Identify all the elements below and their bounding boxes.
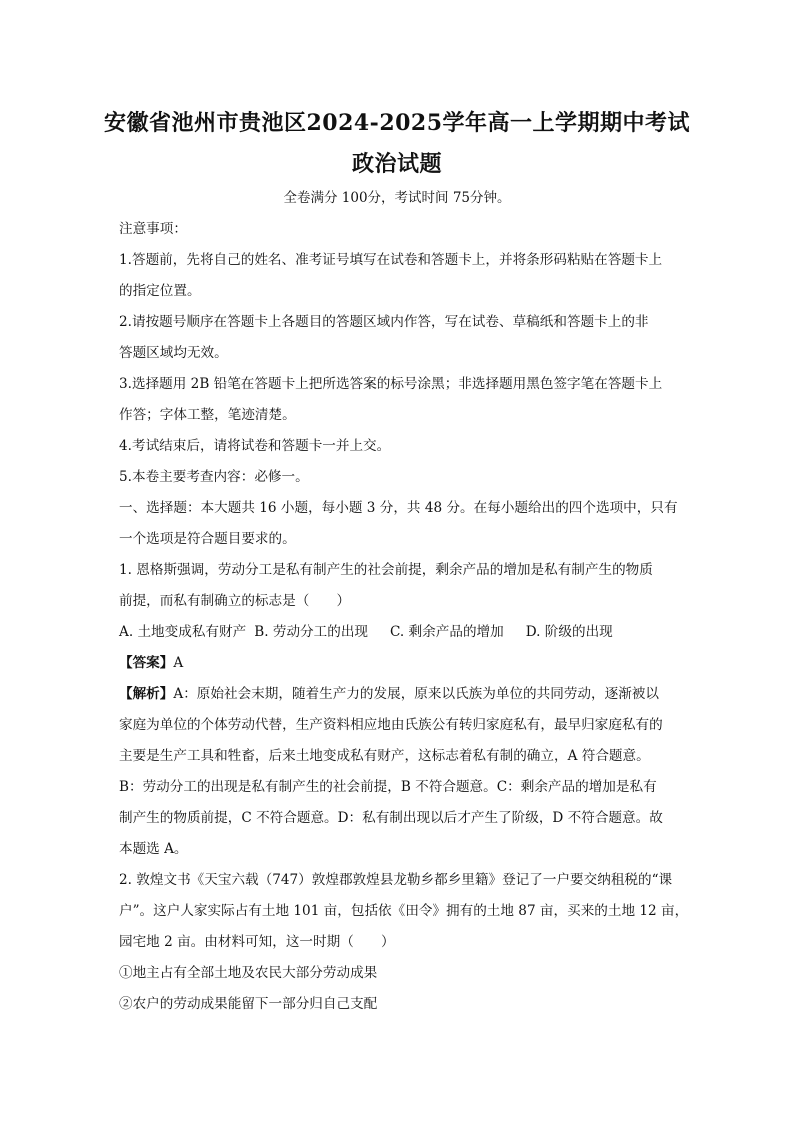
- analysis-line: B：劳动分工的出现是私有制产生的社会前提，B 不符合题意。C：剩余产品的增加是私有: [119, 779, 657, 795]
- question-1-analysis: [119, 679, 679, 710]
- note-line: 2.请按题号顺序在答题卡上各题目的答题区域内作答，写在试卷、草稿纸和答题卡上的非: [119, 314, 649, 330]
- note-line: 作答；字体工整，笔迹清楚。: [119, 407, 296, 423]
- section-heading: 一、选择题：本大题共 16 小题，每小题 3 分，共 48 分。在每小题给出的四个选项中，只有: [119, 500, 678, 516]
- question-1-options: [119, 617, 679, 648]
- question-2-stem: 2. 敦煌文书《天宝六载（747）敦煌郡敦煌县龙勒乡都乡里籍》登记了一户要交纳租税的“课: [119, 872, 673, 888]
- analysis-label: 【解析】: [119, 686, 174, 702]
- analysis-line: 家庭为单位的个体劳动代替，生产资料相应地由氏族公有转归家庭私有，最早归家庭私有的: [119, 717, 663, 733]
- question-2-stem: 户”。这户人家实际占有土地 101 亩，包括依《田令》拥有的土地 87 亩，买来的土地 12 亩，: [119, 903, 689, 919]
- note-line: 5.本卷主要考查内容：必修一。: [119, 469, 309, 485]
- note-line: 3.选择题用 2B 铅笔在答题卡上把所选答案的标号涂黑；非选择题用黑色签字笔在答题卡上: [119, 376, 663, 392]
- note-line: 4.考试结束后，请将试卷和答题卡一并上交。: [119, 438, 391, 454]
- option-a: A. 土地变成私有财产: [119, 624, 247, 640]
- analysis-line: 制产生的物质前提，C 不符合题意。D：私有制出现以后才产生了阶级，D 不符合题意。故: [119, 810, 663, 826]
- note-line: 1.答题前，先将自己的姓名、准考证号填写在试卷和答题卡上，并将条形码粘贴在答题卡上: [119, 252, 663, 268]
- analysis-text: A：原始社会末期，随着生产力的发展，原来以氏族为单位的共同劳动，逐渐被以: [173, 686, 659, 702]
- question-2-item: ①地主占有全部土地及农民大部分劳动成果: [119, 965, 378, 981]
- note-line: 的指定位置。: [119, 283, 201, 299]
- exam-title: 安徽省池州市贵池区2024-2025学年高一上学期期中考试: [103, 110, 691, 136]
- option-d: D. 阶级的出现: [525, 624, 613, 640]
- exam-subject-title: 政治试题: [351, 151, 442, 177]
- question-1-stem: 1. 恩格斯强调，劳动分工是私有制产生的社会前提，剩余产品的增加是私有制产生的物质: [119, 562, 653, 578]
- exam-info: 全卷满分 100分，考试时间 75分钟。: [283, 190, 511, 206]
- notes-heading: 注意事项：: [119, 221, 187, 237]
- analysis-line: 主要是生产工具和牲畜，后来土地变成私有财产，这标志着私有制的确立，A 符合题意。: [119, 748, 650, 764]
- question-2-item: ②农户的劳动成果能留下一部分归自己支配: [119, 996, 378, 1012]
- answer-value: A: [173, 655, 184, 671]
- exam-body: [119, 214, 689, 1020]
- question-1-stem: 前提，而私有制确立的标志是（ ）: [119, 593, 351, 609]
- question-1-answer: [119, 648, 679, 679]
- option-c: C. 剩余产品的增加: [390, 624, 504, 640]
- answer-label: 【答案】: [119, 655, 174, 671]
- analysis-line: 本题选 A。: [119, 841, 188, 857]
- section-heading: 一个选项是符合题目要求的。: [119, 531, 296, 547]
- question-2-stem: 园宅地 2 亩。由材料可知，这一时期（ ）: [119, 934, 395, 950]
- note-line: 答题区域均无效。: [119, 345, 228, 361]
- option-b: B. 劳动分工的出现: [254, 624, 369, 640]
